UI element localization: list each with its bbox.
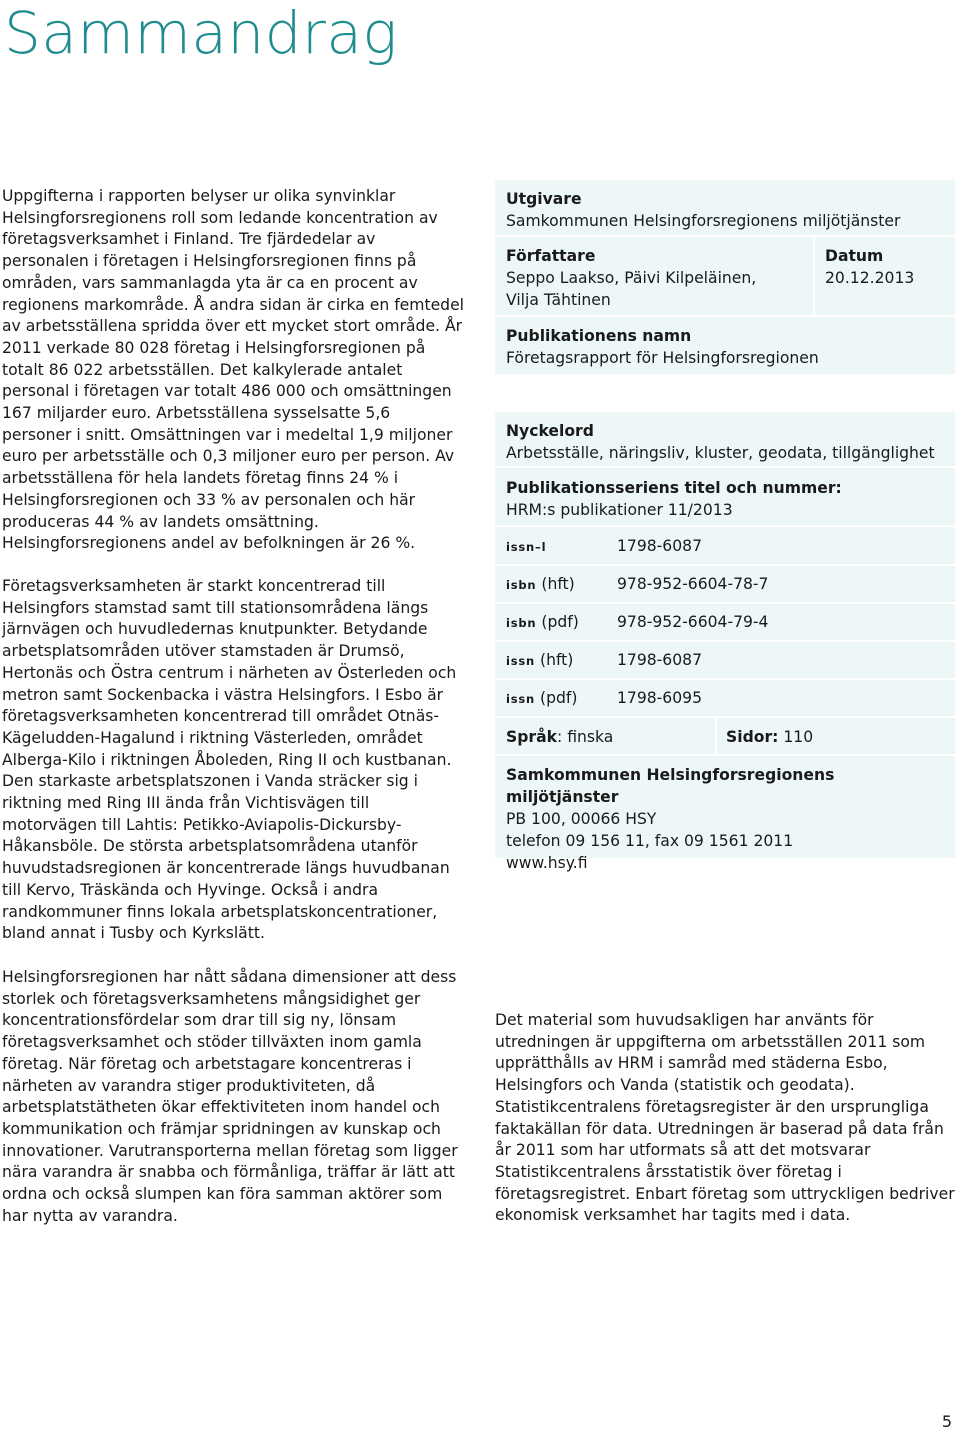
language-row (506, 726, 716, 748)
publisher-value: Samkommunen Helsingforsregionens miljötjänster (506, 212, 901, 230)
identifier-row (506, 611, 947, 633)
identifier-value: 1798-6087 (617, 651, 702, 669)
identifier-format: (pdf) (541, 613, 579, 631)
identifier-format: (hft) (540, 651, 574, 669)
identifier-code: issn (506, 654, 536, 668)
authors-line-2: Vilja Tähtinen (506, 291, 611, 309)
divider (813, 235, 815, 315)
publication-name-value: Företagsrapport för Helsingforsregionen (506, 349, 819, 367)
summary-paragraph-2: Företagsverksamheten är starkt koncentrerad till Helsingfors stamstad samt till stationsområdena längs järnvägen och huvudledernas knutpunkter. Betydande arbetsplatsområden utöver stamstaden är Drumsö, Hertonäs och Östra centrum i närheten av Österleden och metron samt Sockenbacka i västra Helsingfors. I Esbo är företagsverksamheten koncentrerad till området Otnäs-Kägeludden-Hagalund i riktning Västerleden, området Alberga-Kilo i riktningen Åboleden, Ring II och kustbanan. Den starkaste arbetsplatszonen i Vanda sträcker sig i riktning med Ring III ända från Vichtisvägen till motorvägen till Lahtis: Petikko-Aviapolis-Dickursby-Håkansböle. De största arbetsplatsområdena utanför huvudstadsregionen är koncentrerade längs huvudbanan till Kervo, Träskända och Hyvinge. Också i andra randkommuner finns lokala arbetsplatskoncentrationer, bland annat i Tusby och Kyrkslätt. (2, 577, 457, 943)
authors-label: Författare (506, 247, 596, 265)
identifier-format: (pdf) (540, 689, 578, 707)
identifier-row (506, 573, 947, 595)
identifier-value: 978-952-6604-79-4 (617, 613, 769, 631)
summary-paragraph-1: Uppgifterna i rapporten belyser ur olika synvinklar Helsingforsregionens roll som ledande koncentration av företagsverksamhet i Finland. Tre fjärdedelar av personalen i företagen i Helsingforsregionen finns på områden, vars sammanlagda yta är ca en procent av regionens markområde. Å andra sidan är cirka en femtedel av arbetsställena spridda över ett mycket stort område. År 2011 verkade 80 028 företag i Helsingforsregionen på totalt 86 022 arbetsställen. Det kalkylerade antalet personal i företagen var totalt 486 000 och omsättningen 167 miljarder euro. Arbetsställena sysselsatte 5,6 personer i snitt. Omsättningen var i medeltal 1,9 miljoner euro per arbetsställe och 0,3 miljoner euro per person. Av arbetsställena för hela landets företag finns 24 % i Helsingforsregionen och 33 % av personalen och här produceras 44 % av landets omsättning. Helsingforsregionens andel av befolkningen är 26 %. (2, 187, 464, 553)
organization-phone: telefon 09 156 11, fax 09 1561 2011 (506, 832, 794, 850)
identifier-row (506, 687, 947, 709)
identifier-value: 978-952-6604-78-7 (617, 575, 769, 593)
page-number: 5 (941, 1412, 952, 1431)
publication-info-box (495, 180, 955, 374)
organization-name: Samkommunen Helsingforsregionens miljötjänster (506, 766, 835, 806)
divider (715, 716, 717, 754)
authors-line-1: Seppo Laakso, Päivi Kilpeläinen, (506, 269, 757, 287)
pages-value: 110 (783, 728, 814, 746)
pages-row (726, 726, 947, 748)
date-label: Datum (825, 247, 884, 265)
divider (495, 564, 955, 566)
identifier-code: isbn (506, 616, 537, 630)
language-value: : finska (556, 728, 614, 746)
identifier-row (506, 535, 947, 557)
identifier-format: (hft) (541, 575, 575, 593)
divider (495, 678, 955, 680)
publisher-label: Utgivare (506, 190, 582, 208)
divider (495, 235, 955, 237)
keywords-label: Nyckelord (506, 422, 594, 440)
publication-details-box (495, 412, 955, 872)
identifier-code: issn–l (506, 540, 547, 554)
page-title: Sammandrag (4, 0, 398, 67)
divider (495, 466, 955, 468)
pages-label: Sidor: (726, 728, 779, 746)
organization-website: www.hsy.fi (506, 854, 588, 872)
identifier-code: issn (506, 692, 536, 706)
organization-address: PB 100, 00066 HSY (506, 810, 657, 828)
date-value: 20.12.2013 (825, 269, 915, 287)
series-value: HRM:s publikationer 11/2013 (506, 501, 733, 519)
divider (495, 602, 955, 604)
publication-name-label: Publikationens namn (506, 327, 692, 345)
identifier-value: 1798-6095 (617, 689, 702, 707)
identifier-value: 1798-6087 (617, 537, 702, 555)
identifier-code: isbn (506, 578, 537, 592)
data-source-paragraph: Det material som huvudsakligen har använts för utredningen är uppgifterna om arbetsställen 2011 som upprätthålls av HRM i samråd med städerna Esbo, Helsingfors och Vanda (statistik och geodata). Statistikcentralens företagsregister är den ursprungliga faktakällan för data. Utredningen är baserad på data från år 2011 som har utformats så att det motsvarar Statistikcentralens årsstatistik över företag i företagsregistret. Enbart företag som uttryckligen bedriver ekonomisk verksamhet har tagits med i data. (495, 1011, 955, 1225)
divider (495, 754, 955, 756)
summary-paragraph-3: Helsingforsregionen har nått sådana dimensioner att dess storlek och företagsverksamhetens mångsidighet ger koncentrationsfördelar som drar till sig ny, lönsam företagsverksamhet och stöder tillväxten inom gamla företag. När företag och arbetstagare koncentreras i närheten av varandra stiger produktiviteten, då arbetsplatstätheten ökar effektiviteten inom handel och kommunikation och främjar spridningen av kunskap och innovationer. Varutransporterna mellan företag som ligger nära varandra är snabba och förmånliga, träffar är lätt att ordna och också slumpen kan föra samman aktörer som har nytta av varandra. (2, 968, 458, 1225)
language-label: Språk (506, 728, 557, 746)
divider (495, 525, 955, 527)
keywords-value: Arbetsställe, näringsliv, kluster, geodata, tillgänglighet (506, 444, 935, 462)
divider (495, 315, 955, 317)
divider (495, 716, 955, 718)
series-label: Publikationsseriens titel och nummer: (506, 479, 842, 497)
divider (495, 640, 955, 642)
identifier-row (506, 649, 947, 671)
